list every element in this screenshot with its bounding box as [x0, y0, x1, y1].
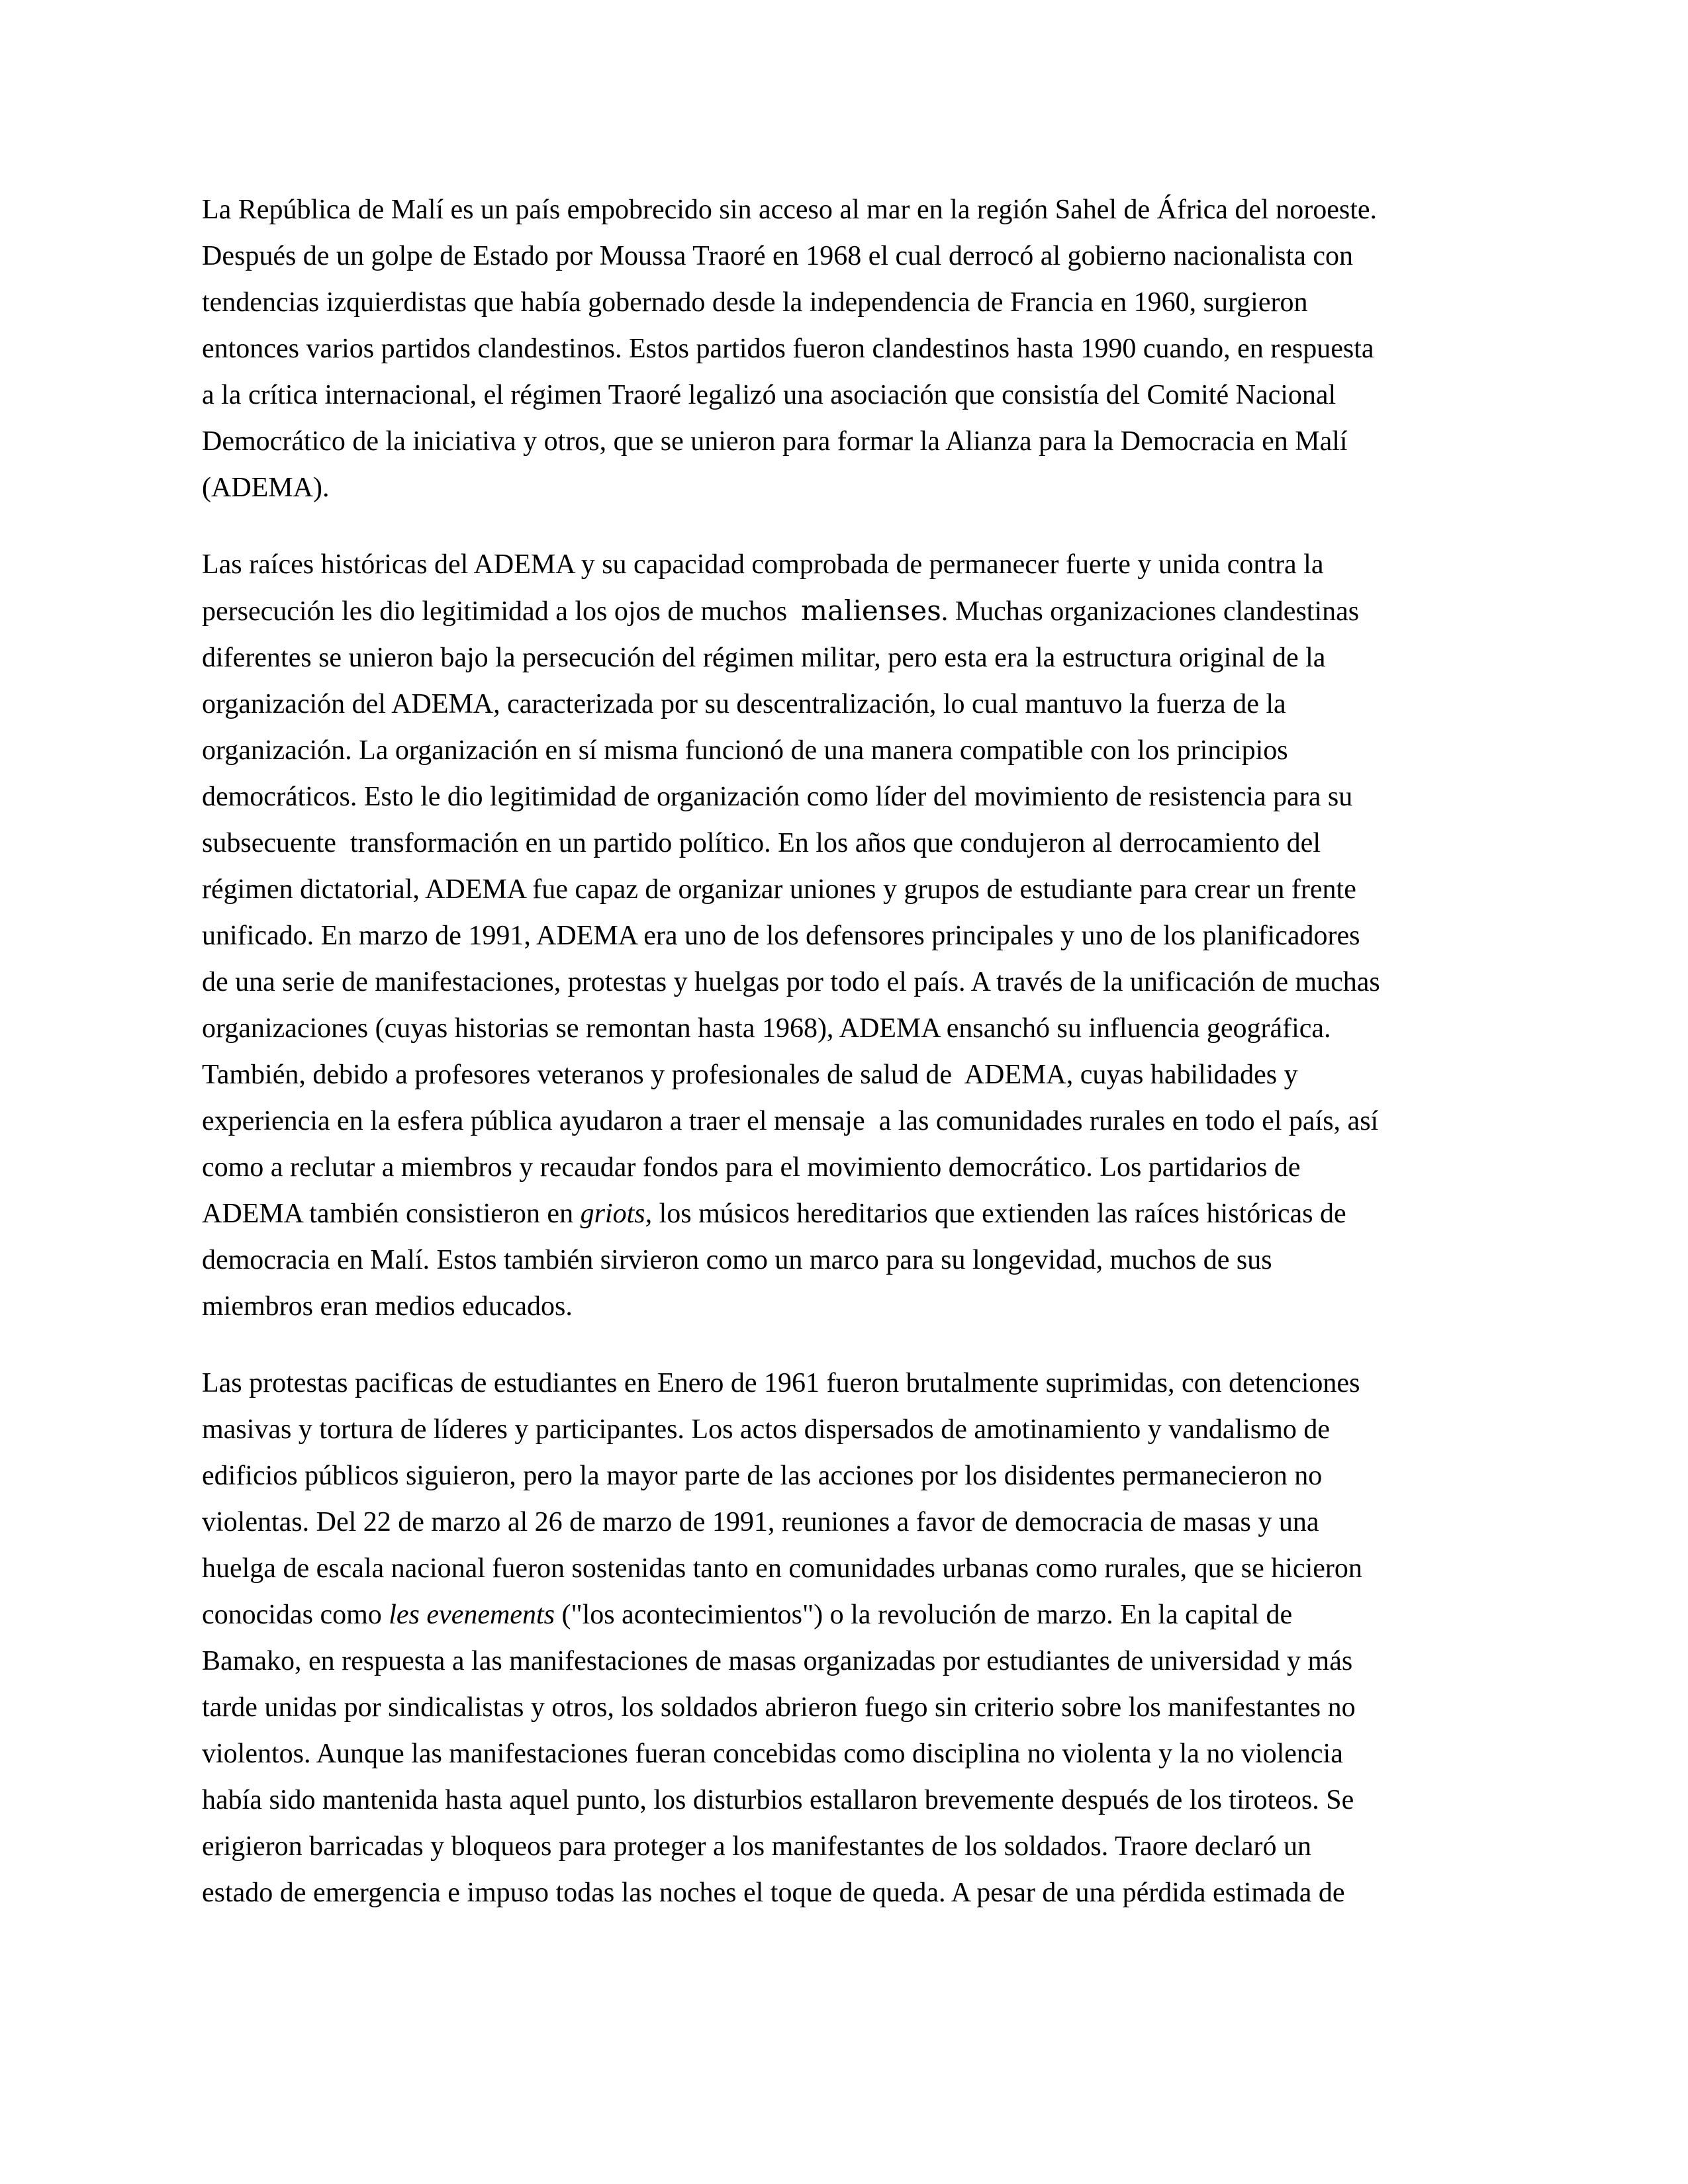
text-line [202, 1499, 1493, 1545]
text-line [202, 820, 1493, 866]
text-segment: Las protestas pacificas de estudiantes en Enero de 1961 fueron brutalmente suprimidas, con detenciones [202, 1368, 1360, 1398]
text-line [202, 1360, 1493, 1406]
text-line [202, 233, 1493, 279]
italic-term: griots, [580, 1199, 653, 1229]
text-line [202, 1005, 1493, 1052]
text-line [202, 279, 1493, 326]
text-segment: persecución les dio legitimidad a los ojos de muchos [202, 596, 802, 627]
text-segment: Democrático de la iniciativa y otros, que se unieron para formar la Alianza para la Democracia en Malí [202, 426, 1348, 457]
text-segment: Las raíces históricas del ADEMA y su capacidad comprobada de permanecer fuerte y unida contra la [202, 549, 1324, 580]
text-segment: organización del ADEMA, caracterizada por su descentralización, lo cual mantuvo la fuerza de la [202, 689, 1286, 719]
text-line [202, 1283, 1493, 1330]
text-segment: La República de Malí es un país empobrecido sin acceso al mar en la región Sahel de África del noroeste. [202, 195, 1378, 225]
text-segment: violentos. Aunque las manifestaciones fueran concebidas como disciplina no violenta y la no violencia [202, 1739, 1343, 1769]
text-segment: violentas. Del 22 de marzo al 26 de marzo de 1991, reuniones a favor de democracia de masas y una [202, 1507, 1319, 1537]
text-line [202, 913, 1493, 959]
text-line [202, 465, 1493, 511]
text-segment: a la crítica internacional, el régimen Traoré legalizó una asociación que consistía del Comité Nacional [202, 380, 1336, 410]
text-line [202, 959, 1493, 1005]
alt-font-term: malienses [801, 594, 941, 627]
document-body [202, 187, 1493, 1946]
text-line [202, 1777, 1493, 1823]
text-line [202, 1237, 1493, 1283]
text-line [202, 187, 1493, 233]
paragraph [202, 187, 1493, 511]
text-line [202, 418, 1493, 465]
text-segment: organización. La organización en sí misma funcionó de una manera compatible con los principios [202, 735, 1288, 766]
text-segment: erigieron barricadas y bloqueos para proteger a los manifestantes de los soldados. Traore declaró un [202, 1831, 1311, 1862]
text-line [202, 326, 1493, 372]
text-segment: subsecuente transformación en un partido político. En los años que condujeron al derrocamiento del [202, 828, 1321, 858]
text-segment: Después de un golpe de Estado por Moussa Traoré en 1968 el cual derrocó al gobierno nacionalista con [202, 241, 1354, 271]
text-line [202, 774, 1493, 820]
paragraph [202, 541, 1493, 1330]
text-segment: régimen dictatorial, ADEMA fue capaz de organizar uniones y grupos de estudiante para crear un frente [202, 874, 1356, 905]
text-line [202, 1098, 1493, 1144]
text-line [202, 1684, 1493, 1731]
text-segment: . Muchas organizaciones clandestinas [941, 596, 1360, 627]
text-line [202, 1638, 1493, 1684]
text-segment: tendencias izquierdistas que había gobernado desde la independencia de Francia en 1960, surgieron [202, 287, 1308, 318]
text-segment: unificado. En marzo de 1991, ADEMA era uno de los defensores principales y uno de los planificadores [202, 921, 1360, 951]
text-line [202, 681, 1493, 727]
text-line [202, 372, 1493, 418]
text-segment: los músicos hereditarios que extienden las raíces históricas de [652, 1199, 1346, 1229]
text-segment: (ADEMA). [202, 473, 330, 503]
text-segment: entonces varios partidos clandestinos. Estos partidos fueron clandestinos hasta 1990 cuando, en respuesta [202, 334, 1374, 364]
text-line [202, 1545, 1493, 1592]
text-line [202, 1191, 1493, 1237]
text-segment: ADEMA también consistieron en [202, 1199, 581, 1229]
italic-term: les evenements [389, 1600, 555, 1630]
text-segment: miembros eran medios educados. [202, 1291, 573, 1322]
text-segment: democráticos. Esto le dio legitimidad de organización como líder del movimiento de resistencia para su [202, 782, 1353, 812]
text-segment: organizaciones (cuyas historias se remontan hasta 1968), ADEMA ensanchó su influencia geográfica. [202, 1013, 1331, 1044]
text-segment: democracia en Malí. Estos también sirvieron como un marco para su longevidad, muchos de sus [202, 1245, 1272, 1275]
text-segment: masivas y tortura de líderes y participantes. Los actos dispersados de amotinamiento y vandalismo de [202, 1414, 1331, 1445]
text-line [202, 1453, 1493, 1499]
text-segment: experiencia en la esfera pública ayudaron a traer el mensaje a las comunidades rurales en todo el país, así [202, 1106, 1379, 1136]
text-segment: estado de emergencia e impuso todas las noches el toque de queda. A pesar de una pérdida estimada de [202, 1878, 1345, 1908]
paragraph [202, 1360, 1493, 1916]
text-segment: Bamako, en respuesta a las manifestaciones de masas organizadas por estudiantes de universidad y más [202, 1646, 1353, 1676]
text-segment: edificios públicos siguieron, pero la mayor parte de las acciones por los disidentes permanecieron no [202, 1461, 1323, 1491]
text-segment: tarde unidas por sindicalistas y otros, los soldados abrieron fuego sin criterio sobre los manifestantes no [202, 1692, 1356, 1723]
text-line [202, 1870, 1493, 1916]
text-line [202, 727, 1493, 774]
text-segment: había sido mantenida hasta aquel punto, los disturbios estallaron brevemente después de los tiroteos. Se [202, 1785, 1354, 1815]
text-segment: diferentes se unieron bajo la persecución del régimen militar, pero esta era la estructura original de la [202, 643, 1326, 673]
text-segment: como a reclutar a miembros y recaudar fondos para el movimiento democrático. Los partidarios de [202, 1152, 1301, 1183]
text-line [202, 866, 1493, 913]
text-line [202, 1731, 1493, 1777]
text-segment: conocidas como [202, 1600, 389, 1630]
text-segment: de una serie de manifestaciones, protestas y huelgas por todo el país. A través de la unificación de muchas [202, 967, 1380, 997]
text-segment: También, debido a profesores veteranos y profesionales de salud de ADEMA, cuyas habilidades y [202, 1060, 1298, 1090]
text-line [202, 588, 1493, 635]
text-segment: ("los acontecimientos") o la revolución de marzo. En la capital de [554, 1600, 1293, 1630]
text-line [202, 1144, 1493, 1191]
text-line [202, 541, 1493, 588]
text-line [202, 1406, 1493, 1453]
text-line [202, 1823, 1493, 1870]
text-segment: huelga de escala nacional fueron sostenidas tanto en comunidades urbanas como rurales, que se hicieron [202, 1553, 1362, 1584]
text-line [202, 1052, 1493, 1098]
text-line [202, 635, 1493, 681]
text-line [202, 1592, 1493, 1638]
